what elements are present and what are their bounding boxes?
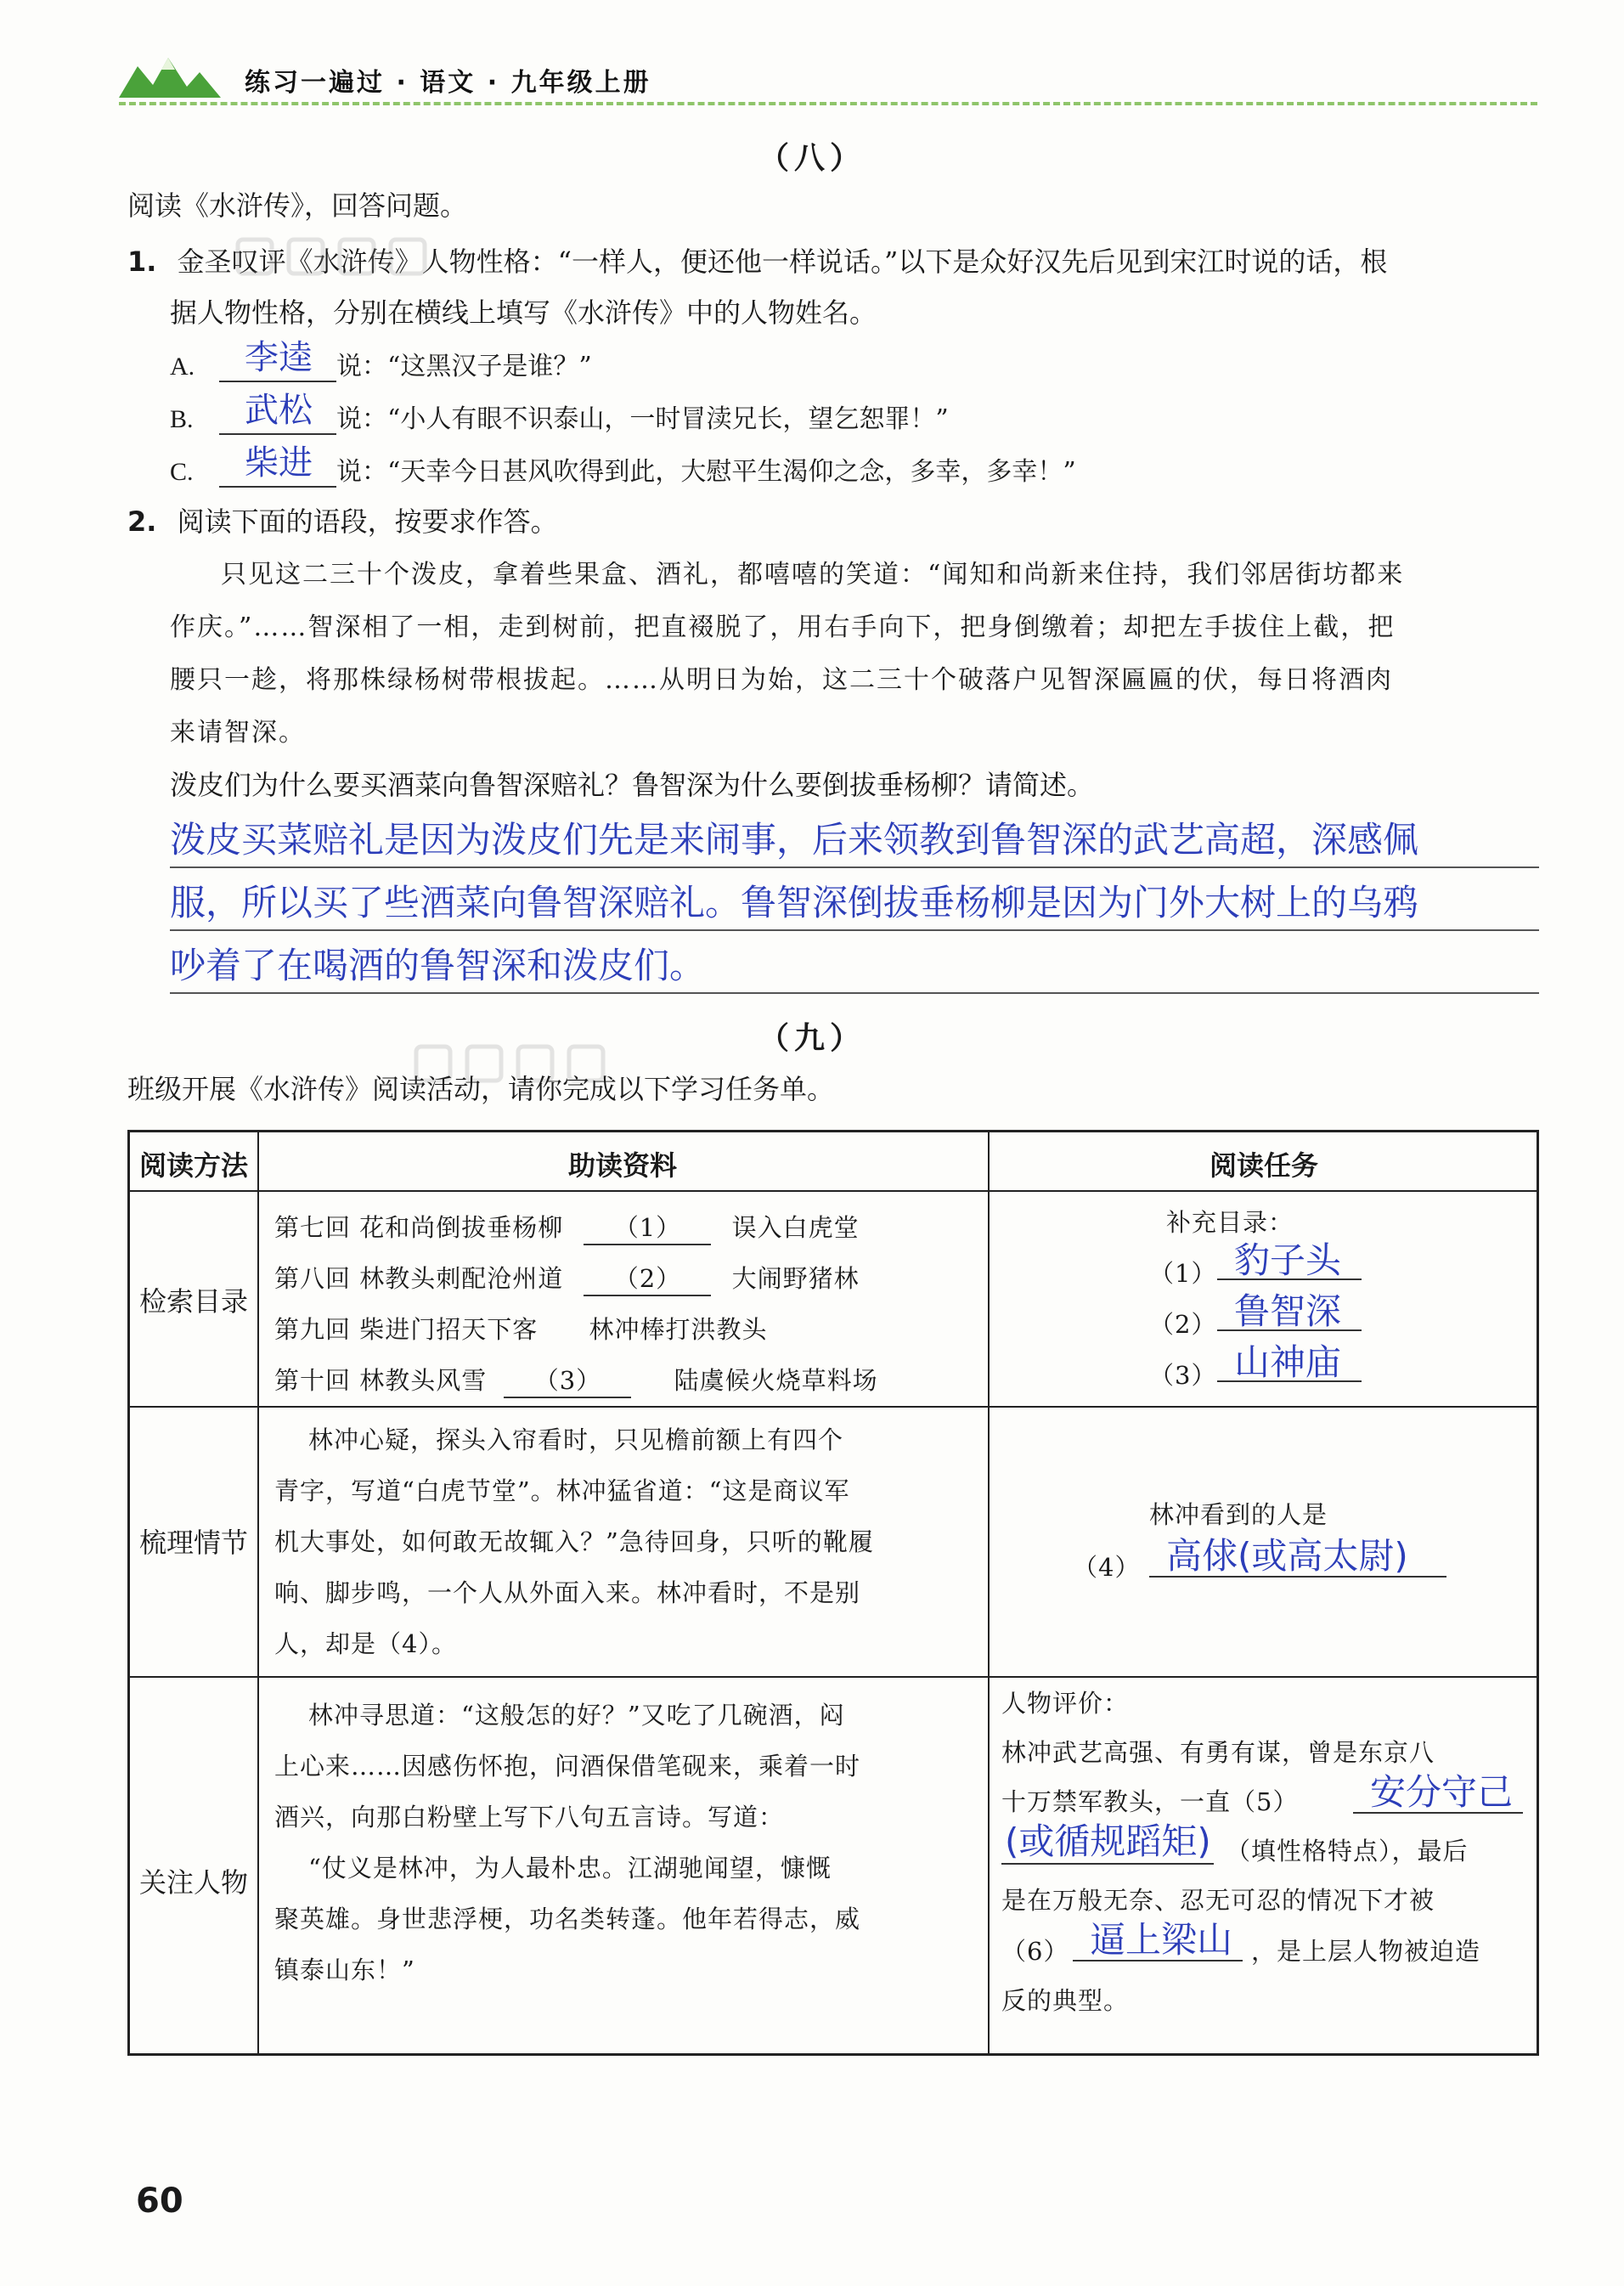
eval-line-3: 十万禁军教头，一直（5） — [1001, 1787, 1299, 1816]
question-1-text-2: 据人物性格，分别在横线上填写《水浒传》中的人物姓名。 — [170, 296, 877, 329]
toc-task-2-answer: 鲁智深 — [1234, 1290, 1342, 1332]
header-task: 阅读任务 — [1209, 1149, 1318, 1182]
passage-line-2: 作庆。”……智深相了一相，走到树前，把直裰脱了，用右手向下，把身倒缴着；却把左手拔住上截，把 — [170, 612, 1396, 642]
eval-line-6b: ，是上层人物被迫造 — [1251, 1937, 1481, 1966]
toc-task-2-blank — [1217, 1329, 1362, 1331]
plot-line-4: 响、脚步鸣，一个人从外面入来。林冲看时，不是别 — [274, 1578, 861, 1607]
toc-line-2 — [274, 1260, 860, 1296]
header-divider — [119, 102, 1537, 105]
option-a-quote: 说：“这黑汉子是谁？” — [336, 352, 592, 381]
option-c-letter: C. — [170, 458, 194, 486]
page-number: 60 — [136, 2182, 183, 2221]
option-a-letter: A. — [170, 353, 195, 381]
eval-answer-5a: 安分守己 — [1370, 1771, 1514, 1813]
section-9-intro: 班级开展《水浒传》阅读活动，请你完成以下学习任务单。 — [127, 1073, 835, 1105]
table-row-divider-1 — [130, 1190, 1537, 1192]
question-2-prompt: 泼皮们为什么要买酒菜向鲁智深赔礼？鲁智深为什么要倒拔垂杨柳？请简述。 — [170, 769, 1095, 801]
eval-answer-6: 逼上梁山 — [1090, 1919, 1233, 1961]
option-b-quote: 说：“小人有眼不识泰山，一时冒渎兄长，望乞恕罪！” — [336, 404, 949, 434]
option-a — [170, 338, 592, 382]
plot-line-5: 人，却是（4）。 — [274, 1629, 457, 1658]
toc-line-3 — [274, 1311, 767, 1346]
toc-line-2-b: 大闹野猪林 — [731, 1264, 860, 1293]
eval-line-2: 林冲武艺高强、有勇有谋，曾是东京八 — [1001, 1738, 1435, 1767]
plot-task-answer: 高俅(或高太尉) — [1166, 1535, 1408, 1577]
plot-line-1: 林冲心疑，探头入帘看时，只见檐前额上有四个 — [308, 1425, 844, 1454]
toc-line-1-a: 第七回 花和尚倒拔垂杨柳 — [274, 1213, 564, 1242]
option-c-blank — [219, 443, 336, 488]
option-b — [170, 391, 949, 435]
question-2-number: 2. — [127, 505, 157, 538]
mountain-logo-icon — [119, 51, 229, 102]
option-c — [170, 443, 1076, 488]
table-row-divider-3 — [130, 1676, 1537, 1678]
toc-task-3-blank — [1217, 1380, 1362, 1382]
section-8-intro: 阅读《水浒传》，回答问题。 — [127, 189, 468, 222]
toc-line-2-a: 第八回 林教头刺配沧州道 — [274, 1264, 564, 1293]
header-method: 阅读方法 — [138, 1149, 248, 1182]
eval-blank-6 — [1073, 1960, 1243, 1961]
watermark-logo-icon — [229, 228, 484, 287]
answer-line-3: 吵着了在喝酒的鲁智深和泼皮们。 — [170, 945, 706, 986]
question-2-text: 阅读下面的语段，按要求作答。 — [177, 505, 558, 538]
toc-line-3-a: 第九回 柴进门招天下客 — [274, 1315, 539, 1344]
eval-line-4: （填性格特点），最后 — [1226, 1837, 1469, 1865]
eval-line-1: 人物评价： — [1001, 1689, 1130, 1718]
toc-line-1-blank: （1） — [584, 1209, 711, 1245]
eval-blank-5a — [1353, 1812, 1523, 1814]
row2-method: 梳理情节 — [138, 1527, 248, 1559]
task-table — [127, 1130, 1539, 2056]
toc-task-label: 补充目录： — [1166, 1208, 1294, 1237]
option-b-letter: B. — [170, 405, 194, 433]
question-2-line — [127, 505, 558, 539]
table-row-divider-2 — [130, 1406, 1537, 1408]
char-line-6: 镇泰山东！” — [274, 1956, 415, 1984]
toc-task-1-answer: 豹子头 — [1234, 1239, 1342, 1281]
eval-line-7: 反的典型。 — [1001, 1986, 1130, 2015]
toc-line-2-blank: （2） — [584, 1260, 711, 1296]
plot-line-2: 青字，写道“白虎节堂”。林冲猛省道：“这是商议军 — [274, 1476, 850, 1505]
answer-rule-3 — [170, 992, 1539, 994]
toc-task-3-label: （3） — [1149, 1361, 1217, 1390]
toc-task-1-blank — [1217, 1278, 1362, 1280]
option-c-quote: 说：“天幸今日甚风吹得到此，大慰平生渴仰之念，多幸，多幸！” — [336, 457, 1076, 487]
plot-task-num: （4） — [1073, 1553, 1141, 1582]
answer-rule-1 — [170, 866, 1539, 868]
passage-line-4: 来请智深。 — [170, 718, 306, 748]
toc-line-4-a: 第十回 林教头风雪 — [274, 1366, 488, 1395]
char-line-1: 林冲寻思道：“这般怎的好？”又吃了几碗酒，闷 — [308, 1701, 845, 1730]
row1-method: 检索目录 — [138, 1285, 248, 1318]
toc-task-2-label: （2） — [1149, 1310, 1217, 1339]
char-line-3: 酒兴，向那白粉壁上写下八句五言诗。写道： — [274, 1803, 785, 1832]
toc-line-1-b: 误入白虎堂 — [731, 1213, 860, 1242]
option-b-blank — [219, 391, 336, 435]
option-a-answer: 李逵 — [245, 338, 313, 377]
char-line-4: “仗义是林冲，为人最朴忠。江湖驰闻望，慷慨 — [308, 1854, 832, 1882]
eval-line-6a: （6） — [1001, 1937, 1069, 1966]
passage-line-3: 腰只一趁，将那株绿杨树带根拔起。……从明日为始，这二三十个破落户见智深匾匾的伏，每日将酒肉 — [170, 665, 1393, 695]
answer-line-2: 服，所以买了些酒菜向鲁智深赔礼。鲁智深倒拔垂杨柳是因为门外大树上的乌鸦 — [170, 882, 1419, 923]
char-line-2: 上心来……因感伤怀抱，问酒保借笔砚来，乘着一时 — [274, 1752, 861, 1781]
header-material: 助读资料 — [567, 1149, 677, 1182]
plot-line-3: 机大事处，如何敢无故辄入？”急待回身，只听的靴履 — [274, 1527, 874, 1556]
toc-line-4-b: 陆虞候火烧草料场 — [674, 1366, 878, 1395]
table-col-divider-1 — [257, 1132, 259, 2053]
eval-blank-5b — [1001, 1863, 1214, 1865]
question-1-text-1: 金圣叹评《水浒传》人物性格：“一样人，便还他一样说话。”以下是众好汉先后见到宋江时说的话，根 — [177, 246, 1388, 278]
toc-line-4 — [274, 1362, 878, 1398]
option-b-answer: 武松 — [245, 391, 313, 430]
question-1-number: 1. — [127, 246, 157, 278]
header-title: 练习一遍过 · 语文 · 九年级上册 — [245, 68, 651, 98]
option-c-answer: 柴进 — [245, 443, 313, 483]
answer-rule-2 — [170, 929, 1539, 931]
passage-line-1: 只见这二三十个泼皮，拿着些果盒、酒礼，都嘻嘻的笑道：“闻知和尚新来住持，我们邻居街坊都来 — [221, 560, 1405, 590]
toc-task-3-answer: 山神庙 — [1234, 1341, 1342, 1383]
plot-task-blank — [1149, 1576, 1446, 1578]
toc-line-1 — [274, 1209, 860, 1245]
char-line-5: 聚英雄。身世悲浮梗，功名类转蓬。他年若得志，威 — [274, 1905, 861, 1933]
section-9-title: （九） — [758, 1021, 866, 1056]
row3-method: 关注人物 — [138, 1866, 248, 1899]
option-a-blank — [219, 338, 336, 382]
answer-line-1: 泼皮买菜赔礼是因为泼皮们先是来闹事，后来领教到鲁智深的武艺高超，深感佩 — [170, 819, 1419, 861]
toc-line-3-b: 林冲棒打洪教头 — [589, 1315, 768, 1344]
toc-task-1-label: （1） — [1149, 1259, 1217, 1288]
plot-task-label: 林冲看到的人是 — [1149, 1500, 1328, 1529]
section-8-title: （八） — [758, 141, 866, 176]
toc-line-4-blank: （3） — [504, 1362, 631, 1398]
table-col-divider-2 — [988, 1132, 990, 2053]
eval-answer-5b: (或循规蹈矩) — [1005, 1820, 1211, 1862]
eval-line-5: 是在万般无奈、忍无可忍的情况下才被 — [1001, 1886, 1435, 1915]
